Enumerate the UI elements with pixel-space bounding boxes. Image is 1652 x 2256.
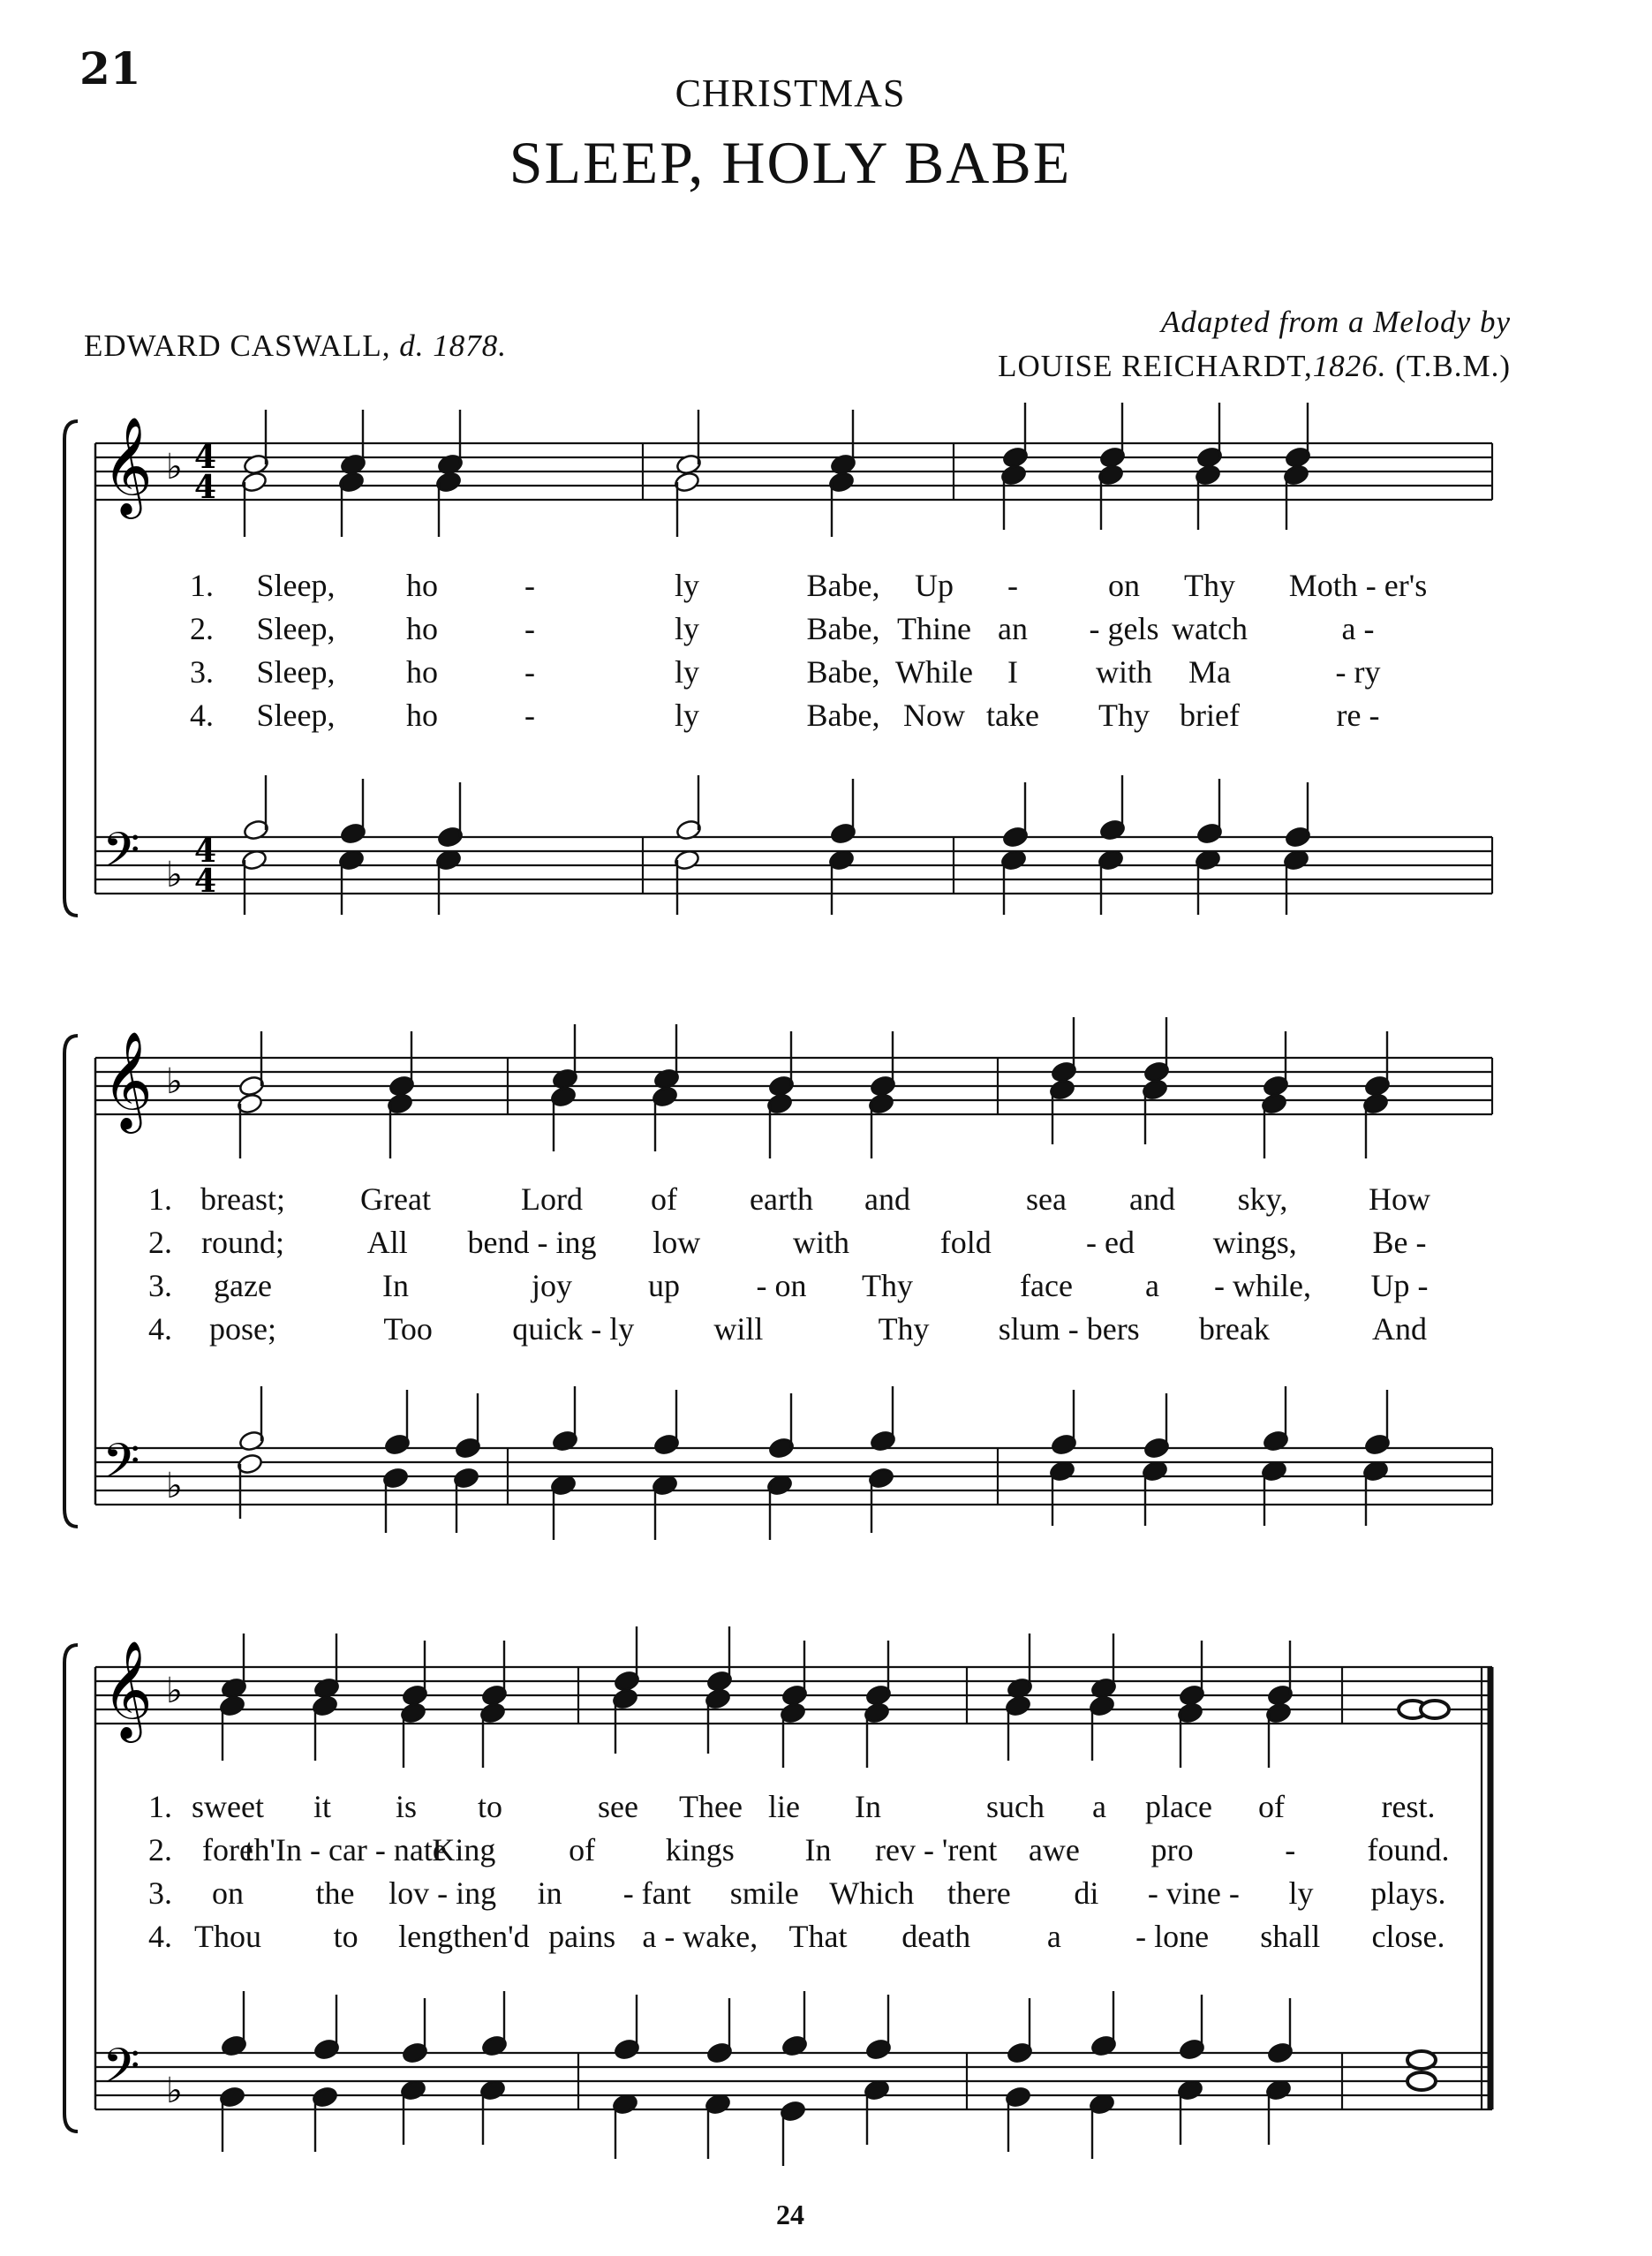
author-date: d. 1878.: [399, 328, 507, 363]
hymn-title: SLEEP, HOLY BABE: [509, 129, 1072, 196]
verse-number: 3.: [148, 1875, 172, 1911]
lyric-syllable: Sleep,: [256, 654, 336, 690]
lyric-syllable: -: [524, 698, 535, 733]
lyric-syllable: - on: [756, 1268, 807, 1303]
lyric-syllable: And: [1372, 1311, 1427, 1347]
lyric-syllable: sea: [1026, 1181, 1067, 1217]
lyric-syllable: All: [366, 1225, 408, 1260]
verse-line: [0, 1267, 1652, 1306]
lyric-syllable: round;: [201, 1225, 284, 1260]
lyric-syllable: - fant: [622, 1875, 691, 1911]
lyric-syllable: How: [1369, 1181, 1430, 1217]
verse-number: 1.: [148, 1181, 172, 1217]
lyric-syllable: Too: [383, 1311, 433, 1347]
time-signature: 4: [194, 833, 217, 870]
lyric-syllable: with: [1095, 654, 1153, 690]
lyric-syllable: brief: [1180, 698, 1240, 733]
lyric-syllable: Sleep,: [256, 568, 336, 603]
lyric-syllable: - ed: [1086, 1225, 1135, 1260]
hymn-number: 21: [79, 42, 141, 94]
lyric-syllable: on: [1108, 568, 1140, 603]
lyric-syllable: re -: [1336, 698, 1380, 733]
lyric-syllable: sweet: [192, 1789, 264, 1824]
verse-line: [0, 1788, 1652, 1827]
lyric-syllable: Now: [903, 698, 965, 733]
lyric-syllable: a: [1092, 1789, 1106, 1824]
lyric-syllable: lov - ing: [388, 1875, 497, 1911]
lyric-syllable: ho: [406, 611, 438, 646]
lyric-syllable: the: [315, 1875, 355, 1911]
lyric-syllable: Lord: [521, 1181, 583, 1217]
lyric-syllable: fore: [202, 1832, 253, 1867]
lyric-syllable: Up: [915, 568, 954, 603]
lyric-syllable: King: [432, 1832, 496, 1867]
lyric-syllable: ly: [674, 654, 700, 690]
lyric-syllable: joy: [531, 1268, 573, 1303]
lyric-syllable: - while,: [1214, 1268, 1311, 1303]
treble-clef-icon: 𝄞: [102, 1030, 153, 1129]
flat-icon: ♭: [166, 1671, 183, 1711]
composer-attribution: Adapted from a Melody by: [1161, 305, 1511, 339]
lyric-syllable: pose;: [209, 1311, 276, 1347]
lyric-syllable: break: [1198, 1311, 1270, 1347]
lyric-syllable: smile: [729, 1875, 799, 1911]
flat-icon: ♭: [166, 1466, 183, 1506]
lyric-syllable: Thy: [862, 1268, 913, 1303]
whole-note: [1421, 1701, 1449, 1718]
lyric-syllable: Moth - er's: [1288, 568, 1428, 603]
whole-note: [1407, 2072, 1436, 2090]
lyric-syllable: Babe,: [806, 654, 880, 690]
lyric-syllable: up: [648, 1268, 680, 1303]
page-number: 24: [776, 2199, 804, 2230]
verse-number: 4.: [190, 698, 214, 733]
lyric-syllable: rev - 'rent: [874, 1832, 998, 1867]
verse-line: [0, 1310, 1652, 1349]
verse-line: [0, 1181, 1652, 1219]
lyric-syllable: -: [524, 568, 535, 603]
author-name: EDWARD CASWALL,: [84, 328, 391, 363]
lyric-syllable: of: [651, 1181, 677, 1217]
lyric-syllable: plays.: [1370, 1875, 1446, 1911]
lyric-syllable: lengthen'd: [398, 1919, 530, 1954]
lyric-syllable: face: [1020, 1268, 1073, 1303]
verse-line: [0, 1831, 1652, 1870]
verse-line: [0, 1875, 1652, 1913]
verse-line: [0, 610, 1652, 649]
lyric-syllable: Thine: [897, 611, 971, 646]
lyric-syllable: shall: [1260, 1919, 1321, 1954]
lyric-syllable: such: [986, 1789, 1045, 1824]
lyric-syllable: on: [212, 1875, 244, 1911]
lyric-syllable: Sleep,: [256, 698, 336, 733]
lyric-syllable: I: [1007, 654, 1018, 690]
lyric-syllable: place: [1145, 1789, 1212, 1824]
lyric-syllable: di: [1074, 1875, 1099, 1911]
lyric-syllable: wings,: [1212, 1225, 1297, 1260]
lyric-syllable: Ma: [1188, 654, 1231, 690]
lyric-syllable: will: [713, 1311, 764, 1347]
lyric-syllable: fold: [939, 1225, 992, 1260]
verse-number: 2.: [148, 1832, 172, 1867]
lyric-syllable: - ry: [1335, 654, 1381, 690]
lyric-syllable: That: [788, 1919, 848, 1954]
verse-number: 3.: [148, 1268, 172, 1303]
time-signature: 4: [194, 863, 217, 900]
lyric-syllable: ly: [674, 698, 700, 733]
verse-number: 4.: [148, 1919, 172, 1954]
flat-icon: ♭: [166, 1061, 183, 1102]
flat-icon: ♭: [166, 855, 183, 895]
lyric-syllable: Thy: [878, 1311, 930, 1347]
lyric-syllable: Babe,: [806, 568, 880, 603]
whole-note: [1407, 2051, 1436, 2069]
lyric-syllable: ly: [674, 568, 700, 603]
lyric-syllable: a: [1046, 1919, 1061, 1954]
lyric-syllable: Be -: [1372, 1225, 1427, 1260]
lyric-syllable: In: [382, 1268, 409, 1303]
lyric-syllable: In: [855, 1789, 881, 1824]
lyric-syllable: - vine -: [1147, 1875, 1240, 1911]
lyric-syllable: bend - ing: [467, 1225, 597, 1260]
lyric-syllable: -: [1285, 1832, 1296, 1867]
lyric-syllable: lie: [768, 1789, 800, 1824]
verse-line: [0, 653, 1652, 692]
lyric-syllable: slum - bers: [998, 1311, 1140, 1347]
composer-name: LOUISE REICHARDT,: [998, 349, 1313, 383]
lyric-syllable: Thou: [194, 1919, 261, 1954]
lyric-syllable: found.: [1367, 1832, 1450, 1867]
lyric-syllable: Thy: [1184, 568, 1235, 603]
lyric-syllable: a -: [1341, 611, 1375, 646]
lyric-syllable: close.: [1371, 1919, 1445, 1954]
lyric-syllable: Thee: [679, 1789, 743, 1824]
lyric-syllable: Which: [829, 1875, 915, 1911]
verse-number: 2.: [148, 1225, 172, 1260]
lyric-syllable: pains: [548, 1919, 616, 1954]
lyric-syllable: Thy: [1098, 698, 1150, 733]
lyric-syllable: there: [947, 1875, 1011, 1911]
lyric-syllable: breast;: [200, 1181, 285, 1217]
lyric-syllable: Up -: [1370, 1268, 1429, 1303]
lyric-syllable: Babe,: [806, 698, 880, 733]
lyric-syllable: quick - ly: [512, 1311, 635, 1347]
lyric-syllable: an: [998, 611, 1028, 646]
verse-line: [0, 1224, 1652, 1263]
composer-note: (T.B.M.): [1395, 349, 1511, 383]
lyric-syllable: pro: [1150, 1832, 1194, 1867]
lyric-syllable: death: [901, 1919, 971, 1954]
lyric-syllable: ly: [674, 611, 700, 646]
lyric-syllable: to: [477, 1789, 503, 1824]
composer-date: 1826.: [1312, 349, 1387, 383]
verse-number: 1.: [190, 568, 214, 603]
bass-clef-icon: 𝄢: [102, 822, 140, 890]
lyric-syllable: ly: [1288, 1875, 1314, 1911]
lyric-syllable: a - wake,: [642, 1919, 758, 1954]
lyric-syllable: and: [864, 1181, 910, 1217]
bass-clef-icon: 𝄢: [102, 1433, 140, 1501]
lyric-syllable: rest.: [1381, 1789, 1436, 1824]
lyric-syllable: kings: [665, 1832, 735, 1867]
lyric-syllable: in: [537, 1875, 562, 1911]
flat-icon: ♭: [166, 447, 183, 487]
lyric-syllable: with: [792, 1225, 850, 1260]
lyric-syllable: -: [1007, 568, 1018, 603]
lyric-syllable: -: [524, 654, 535, 690]
treble-clef-icon: 𝄞: [102, 416, 153, 515]
lyric-syllable: ho: [406, 654, 438, 690]
lyric-syllable: ho: [406, 698, 438, 733]
lyric-syllable: -: [524, 611, 535, 646]
verse-line: [0, 1918, 1652, 1957]
lyric-syllable: While: [895, 654, 973, 690]
verse-line: [0, 697, 1652, 736]
lyric-syllable: Great: [360, 1181, 431, 1217]
lyric-syllable: watch: [1172, 611, 1248, 646]
section-heading: CHRISTMAS: [675, 72, 906, 115]
lyric-syllable: low: [653, 1225, 701, 1260]
lyric-syllable: see: [598, 1789, 638, 1824]
time-signature: 4: [194, 439, 217, 476]
lyric-syllable: - lone: [1135, 1919, 1210, 1954]
bass-clef-icon: 𝄢: [102, 2038, 140, 2106]
lyric-syllable: gaze: [214, 1268, 272, 1303]
lyric-syllable: awe: [1028, 1832, 1080, 1867]
lyric-syllable: th'In - car - nate: [245, 1832, 447, 1867]
lyric-syllable: Sleep,: [256, 611, 336, 646]
lyric-syllable: ho: [406, 568, 438, 603]
treble-clef-icon: 𝄞: [102, 1640, 153, 1739]
lyric-syllable: Babe,: [806, 611, 880, 646]
time-signature: 4: [194, 469, 217, 506]
lyric-syllable: take: [986, 698, 1039, 733]
verse-number: 1.: [148, 1789, 172, 1824]
lyric-syllable: it: [313, 1789, 332, 1824]
verse-number: 2.: [190, 611, 214, 646]
flat-icon: ♭: [166, 2071, 183, 2111]
lyric-syllable: a: [1145, 1268, 1159, 1303]
lyric-syllable: sky,: [1237, 1181, 1288, 1217]
lyric-syllable: is: [395, 1789, 418, 1824]
lyric-syllable: of: [569, 1832, 596, 1867]
verse-number: 3.: [190, 654, 214, 690]
lyric-syllable: of: [1258, 1789, 1285, 1824]
verse-line: [0, 567, 1652, 606]
lyric-syllable: earth: [750, 1181, 813, 1217]
lyric-syllable: to: [333, 1919, 358, 1954]
lyric-syllable: - gels: [1089, 611, 1159, 646]
verse-number: 4.: [148, 1311, 172, 1347]
lyric-syllable: and: [1129, 1181, 1175, 1217]
lyric-syllable: In: [804, 1832, 832, 1867]
